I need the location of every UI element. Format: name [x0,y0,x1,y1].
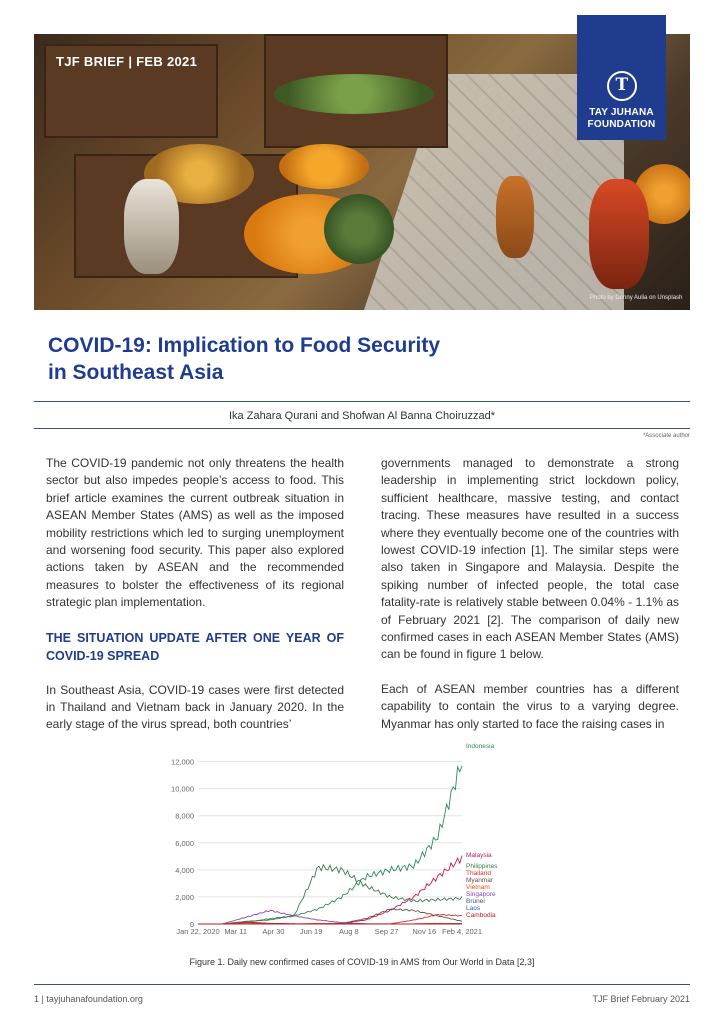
foundation-logo [577,15,666,140]
paragraph: governments managed to demonstrate a strong leadership in implementing strict lockdown policy, sufficient healthcare, massive testing, and contact tracing. These measures have resulted in a success where they eventually become one of the countries with lowest COVID-19 infection [1]. The similar steps were also taken in Singapore and Malaysia. Despite the spiking number of infected people, the total case fatality-rate is relatively stable between 0.04% - 1.1% as of February 2021 [2]. The comparison of daily new confirmed cases in each ASEAN Member States (AMS) can be found in figure 1 below. [381,456,679,662]
series-label: Thailand [466,870,491,877]
paragraph: In Southeast Asia, COVID-19 cases were first detected in Thailand and Vietnam back in January 2020. In the early stage of the virus spread, both countries’ [46,682,344,732]
series-label: Philippines [466,863,498,870]
y-tick-label: 0 [189,920,194,929]
associate-note: *Associate author [642,433,690,439]
x-tick-label: Feb 4, 2021 [441,927,483,936]
covid-chart [160,738,540,940]
y-tick-label: 12,000 [171,757,194,767]
series-label: Myanmar [466,877,494,884]
series-label: Laos [466,905,481,912]
footer-right: TJF Brief February 2021 [592,994,690,1004]
footer-divider [34,984,690,985]
series-line-philippines [198,865,462,924]
left-column [46,455,344,751]
series-label: Singapore [466,891,496,898]
x-tick-label: Apr 30 [262,927,285,936]
series-label: Indonesia [466,743,495,750]
x-tick-label: Aug 8 [339,927,359,936]
vendor-figure [124,179,179,274]
shopper-figure [496,176,534,258]
section-heading: THE SITUATION UPDATE AFTER ONE YEAR OF COVID-19 SPREAD [46,630,344,663]
chart-svg [160,738,540,940]
series-label: Malaysia [466,852,492,859]
fruit-pile [324,194,394,264]
y-tick-label: 2,000 [175,892,194,902]
x-tick-label: Jun 19 [299,927,323,936]
logo-text: FOUNDATION [587,119,656,130]
figure-caption: Figure 1. Daily new confirmed cases of COVID-19 in AMS from Our World in Data [2,3] [189,957,535,967]
series-label: Cambodia [466,912,496,919]
x-tick-label: Jan 22, 2020 [176,927,220,936]
fruit-pile [279,144,369,189]
footer-left: 1 | tayjuhanafoundation.org [34,994,143,1004]
authors: Ika Zahara Qurani and Shofwan Al Banna Choiruzzad* [229,410,495,422]
series-label: Vietnam [466,884,490,891]
vendor-figure [589,179,649,289]
y-tick-label: 8,000 [175,811,194,821]
logo-text: TAY JUHANA [589,107,654,118]
x-tick-label: Mar 11 [224,927,248,936]
divider [34,428,690,429]
paragraph: Each of ASEAN member countries has a different capability to contain the virus to a varying degree. Myanmar has only started to face the raising cases in [381,681,679,731]
brief-tag: TJF BRIEF | FEB 2021 [56,54,198,69]
series-label: Brunei [466,898,485,905]
logo-mark-icon: T [607,71,637,101]
series-line-indonesia [198,766,462,924]
y-tick-label: 6,000 [175,838,194,848]
divider [34,401,690,402]
y-tick-label: 10,000 [171,784,194,794]
article-title: COVID-19: Implication to Food Security in Southeast Asia [48,334,441,384]
y-tick-label: 4,000 [175,865,194,875]
paragraph: The COVID-19 pandemic not only threatens the health sector but also impedes people’s access to food. This brief article examines the current outbreak situation in ASEAN Member States (AMS) as well as the imposed mobility restrictions which led to surging unemployment and worsening food security. This paper also explored actions taken by ASEAN and the recommended measures to bolster the effectiveness of its regional strategic plan implementation. [46,456,344,610]
vegetable-pile [274,74,434,114]
photo-credit: Photo by Denny Aulia on Unsplash [590,295,683,301]
x-tick-label: Sep 27 [374,927,399,936]
right-column [381,455,679,750]
x-tick-label: Nov 16 [412,927,437,936]
